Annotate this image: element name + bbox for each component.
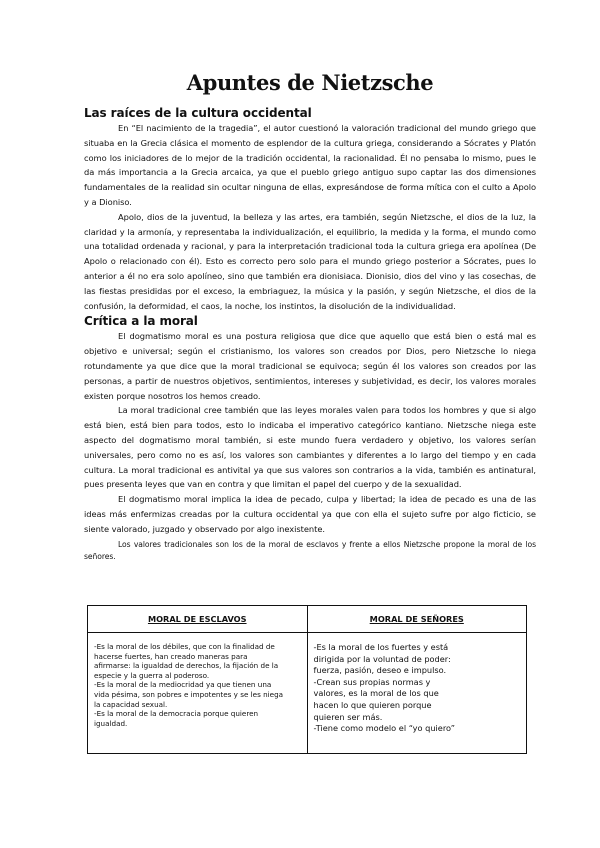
cell-line: -Es la moral de los débiles, que con la finalidad de [94, 642, 275, 651]
cell-line: especie y la guerra al poderoso. [94, 670, 210, 680]
paragraph: En “El nacimiento de la tragedia”, el autor cuestionó la valoración tradicional del mundo griego que situaba en la Grecia clásica el momento de esplendor de la cultura griega, considerando a Sócrates y Platón como los iniciadores de lo mejor de la tradición occidental, la racionalidad. Él no pensaba lo mismo, pues le da más importancia a la Grecia arcaica, ya que el pueblo griego antiguo supo captar las dos dimensiones fundamentales de la realidad sin ocultar ninguna de ellas, expresándose de forma mítica con el culto a Apolo y a Dioniso. [84, 123, 536, 207]
cell-line: afirmarse: la igualdad de derechos, la fijación de la [94, 661, 279, 671]
header-label: MORAL DE ESCLAVOS [147, 614, 247, 624]
paragraph: El dogmatismo moral implica la idea de pecado, culpa y libertad; la idea de pecado es una de las ideas más enfermizas creadas por la cultura occidental ya que con ella el sujeto sufre por algo ficticio, se siente valorado, juzgado y observado por algo inexistente. [84, 494, 536, 534]
table-header-slaves [88, 606, 307, 633]
paragraph: Apolo, dios de la juventud, la belleza y las artes, era también, según Nietzsche, el dios de la luz, la claridad y la armonía, y representaba la individualización, el equilibrio, la medida y la forma, el mundo como una totalidad ordenada y racional, y para la interpretación tradicional toda la cultura griega era apolínea (De Apolo o relacionado con él). Esto es correcto pero solo para el mundo griego posterior a Sócrates, pues lo anterior a él no era solo apolíneo, sino que también era dionisiaca. Dionisio, dios del vino y las cosechas, de las fiestas presididas por el exceso, la embriaguez, la música y la pasión, y según Nietzsche, el dios de la confusión, la deformidad, el caos, la noche, los instintos, la disolución de la individualidad. [84, 211, 536, 311]
table-cell-slaves [88, 633, 307, 753]
table-column-slaves [88, 606, 307, 753]
table-column-masters [307, 606, 527, 753]
cell-line: -Crean sus propias normas y [313, 676, 431, 687]
header-label: MORAL DE SEÑORES [369, 614, 464, 624]
cell-line: vida pésima, son pobres e impotentes y se les niega [94, 689, 284, 699]
cell-line: hacerse fuertes, han creado maneras para [94, 651, 248, 661]
paragraph: El dogmatismo moral es una postura religiosa que dice que aquello que está bien o está mal es objetivo e universal; según el cristianismo, los valores son creados por Dios, pero Nietzsche lo niega rotundamente ya que dice que la moral tradicional se equivoca; según él los valores son creados por las personas, a partir de nuestros objetivos, sentimientos, intereses y subjetividad, es decir, los valores morales existen porque nosotros los hemos creado. [84, 331, 536, 401]
cell-line: hacen lo que quieren porque [313, 699, 432, 710]
cell-line: -Es la moral de los fuertes y está [313, 642, 449, 652]
cell-line: quieren ser más. [313, 711, 383, 722]
section-heading-roots: Las raíces de la cultura occidental [84, 106, 312, 120]
cell-line: valores, es la moral de los que [313, 688, 439, 699]
comparison-table [87, 605, 527, 754]
cell-line: fuerza, pasión, deseo e impulso. [313, 665, 447, 676]
paragraph: La moral tradicional cree también que las leyes morales valen para todos los hombres y que si algo está bien, está bien para todos, esto lo indicaba el imperativo categórico kantiano. Nietzsche niega este aspecto del dogmatismo moral también, si este mundo fuera verdadero y objetivo, los valores serían universales, pero como no es así, los valores son cambiantes y diferentes a lo largo del tiempo y en cada cultura. La moral tradicional es antivital ya que sus valores son contrarios a la vida, también es antinatural, pues presenta leyes que van en contra y que limitan el papel del cuerpo y de la sexualidad. [84, 405, 536, 490]
cell-line: igualdad. [94, 718, 128, 728]
cell-line: la capacidad sexual. [94, 699, 168, 709]
table-cell-masters [308, 633, 527, 753]
cell-line: -Tiene como modelo el “yo quiero” [313, 723, 455, 734]
table-header-masters [308, 606, 527, 633]
cell-line: dirigida por la voluntad de poder: [313, 653, 451, 664]
section-heading-moral: Crítica a la moral [84, 314, 198, 329]
page-title: Apuntes de Nietzsche [186, 70, 434, 95]
cell-line: -Es la moral de la mediocridad ya que tienen una [94, 680, 272, 690]
paragraph-note: Los valores tradicionales son los de la moral de esclavos y frente a ellos Nietzsche propone la moral de los señores. [84, 539, 536, 561]
cell-line: -Es la moral de la democracia porque quieren [94, 709, 259, 719]
